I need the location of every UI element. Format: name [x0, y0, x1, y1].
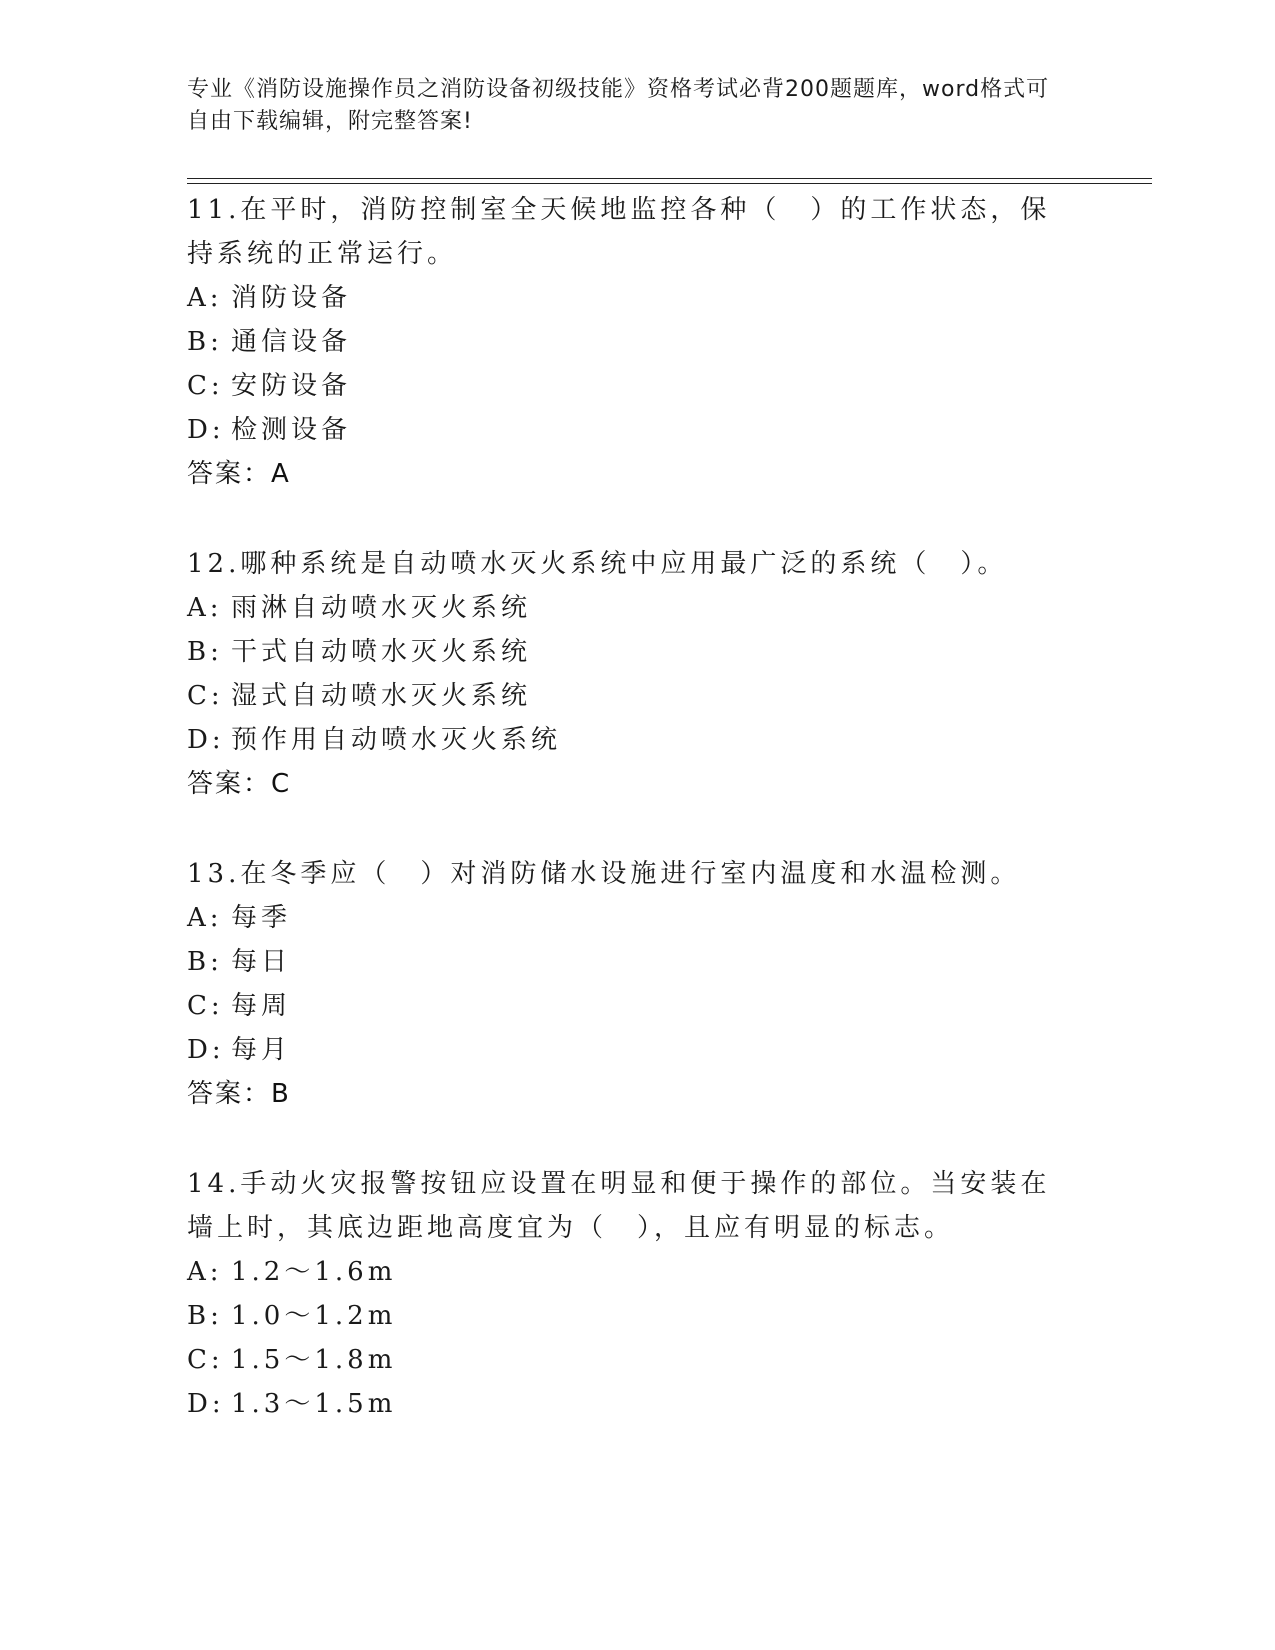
option-text: 1.0～1.2m [231, 1301, 397, 1331]
option-c [187, 984, 1087, 1028]
header-divider-top [187, 178, 1152, 179]
option-d [187, 408, 1087, 452]
answer-line: 答案：B [187, 1079, 291, 1109]
option-c [187, 1338, 1087, 1382]
option-letter: B: [187, 947, 223, 977]
option-a [187, 896, 1087, 940]
option-letter: A: [187, 593, 223, 623]
option-letter: B: [187, 327, 223, 357]
option-letter: D: [187, 1389, 225, 1419]
option-a [187, 276, 1087, 320]
header-divider-bottom [187, 183, 1152, 184]
option-d [187, 718, 1087, 762]
option-letter: A: [187, 903, 223, 933]
answer-line: 答案：A [187, 459, 291, 489]
question-item [187, 1162, 1087, 1426]
option-d [187, 1028, 1087, 1072]
option-letter: A: [187, 283, 223, 313]
option-b [187, 940, 1087, 984]
option-b [187, 630, 1087, 674]
option-text: 检测设备 [231, 415, 352, 445]
option-text: 1.3～1.5m [231, 1389, 397, 1419]
option-letter: D: [187, 725, 225, 755]
option-text: 预作用自动喷水灭火系统 [231, 725, 562, 755]
question-stem: 11.在平时，消防控制室全天候地监控各种（ ）的工作状态，保持系统的正常运行。 [187, 195, 1051, 269]
question-list [187, 188, 1087, 1472]
option-text: 每周 [231, 991, 292, 1021]
question-stem: 13.在冬季应（ ）对消防储水设施进行室内温度和水温检测。 [187, 859, 1021, 889]
question-item [187, 852, 1087, 1116]
option-letter: C: [187, 681, 224, 711]
answer-line: 答案：C [187, 769, 292, 799]
option-text: 1.5～1.8m [231, 1345, 397, 1375]
document-header: 专业《消防设施操作员之消防设备初级技能》资格考试必背200题题库，word格式可自由下载编辑，附完整答案! [187, 77, 1050, 134]
option-b [187, 1294, 1087, 1338]
option-text: 干式自动喷水灭火系统 [231, 637, 532, 667]
option-b [187, 320, 1087, 364]
option-letter: A: [187, 1257, 223, 1287]
option-a [187, 586, 1087, 630]
question-item [187, 188, 1087, 496]
option-text: 每月 [231, 1035, 292, 1065]
question-item [187, 542, 1087, 806]
option-text: 每日 [231, 947, 292, 977]
option-text: 通信设备 [231, 327, 352, 357]
question-stem: 12.哪种系统是自动喷水灭火系统中应用最广泛的系统（ ）。 [187, 549, 1008, 579]
option-text: 1.2～1.6m [231, 1257, 397, 1287]
option-letter: C: [187, 371, 224, 401]
option-letter: B: [187, 1301, 223, 1331]
option-letter: D: [187, 415, 225, 445]
question-stem: 14.手动火灾报警按钮应设置在明显和便于操作的部位。当安装在墙上时，其底边距地高度宜为（ ），且应有明显的标志。 [187, 1169, 1051, 1243]
option-text: 安防设备 [231, 371, 352, 401]
option-c [187, 674, 1087, 718]
option-d [187, 1382, 1087, 1426]
option-letter: B: [187, 637, 223, 667]
option-a [187, 1250, 1087, 1294]
option-text: 雨淋自动喷水灭火系统 [231, 593, 532, 623]
option-letter: C: [187, 991, 224, 1021]
option-letter: D: [187, 1035, 225, 1065]
option-text: 每季 [231, 903, 292, 933]
option-letter: C: [187, 1345, 224, 1375]
option-text: 湿式自动喷水灭火系统 [231, 681, 532, 711]
option-c [187, 364, 1087, 408]
option-text: 消防设备 [231, 283, 352, 313]
